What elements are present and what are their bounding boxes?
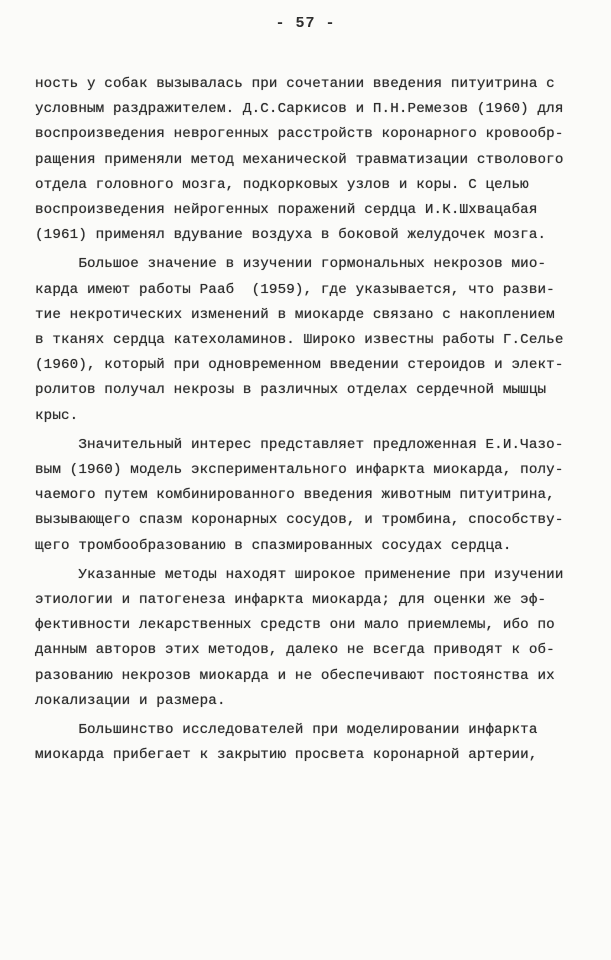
text-line: карда имеют работы Рааб (1959), где указывается, что разви- — [35, 281, 555, 298]
text-line: (1961) применял вдувание воздуха в боковой желудочек мозга. — [35, 227, 547, 244]
text-line: локализации и размера. — [35, 692, 226, 709]
text-line: фективности лекарственных средств они мало приемлемы, ибо по — [35, 617, 555, 634]
text-line: чаемого путем комбинированного введения животным питуитрина, — [35, 487, 555, 504]
text-line: в тканях сердца катехоламинов. Широко известны работы Г.Селье — [35, 332, 564, 349]
text-line: Большое значение в изучении гормональных некрозов мио- — [35, 256, 547, 273]
text-line: Большинство исследователей при моделировании инфаркта — [35, 722, 538, 739]
page-number: - 57 - — [275, 15, 336, 32]
text-line: разованию некрозов миокарда и не обеспечивают постоянства их — [35, 667, 555, 684]
text-line: (1960), который при одновременном введении стероидов и элект- — [35, 357, 564, 374]
text-line: данным авторов этих методов, далеко не всегда приводят к об- — [35, 642, 555, 659]
text-line: воспроизведения неврогенных расстройств коронарного кровообр- — [35, 126, 564, 143]
text-line: Значительный интерес представляет предложенная Е.И.Чазо- — [35, 436, 564, 453]
text-line: воспроизведения нейрогенных поражений сердца И.К.Шхвацабая — [35, 202, 538, 219]
text-line: отдела головного мозга, подкорковых узлов и коры. С целью — [35, 176, 529, 193]
text-line: вызывающего спазм коронарных сосудов, и тромбина, способству- — [35, 512, 564, 529]
text-line: ролитов получал некрозы в различных отделах сердечной мышцы — [35, 382, 547, 399]
paragraph-2 — [35, 252, 575, 428]
text-line: Указанные методы находят широкое применение при изучении — [35, 566, 564, 583]
text-line: крыс. — [35, 407, 79, 424]
text-line: этиологии и патогенеза инфаркта миокарда; для оценки же эф- — [35, 592, 547, 609]
body-text — [35, 72, 575, 768]
text-line: условным раздражителем. Д.С.Саркисов и П.Н.Ремезов (1960) для — [35, 101, 564, 118]
text-line: щего тромбообразованию в спазмированных сосудах сердца. — [35, 537, 512, 554]
text-line: миокарда прибегает к закрытию просвета коронарной артерии, — [35, 747, 538, 764]
paragraph-5 — [35, 718, 575, 768]
paragraph-3 — [35, 433, 575, 559]
text-line: ращения применяли метод механической травматизации стволового — [35, 151, 564, 168]
paragraph-1 — [35, 72, 575, 248]
text-line: вым (1960) модель экспериментального инфаркта миокарда, полу- — [35, 462, 564, 479]
paragraph-4 — [35, 563, 575, 714]
text-line: ность у собак вызывалась при сочетании введения питуитрина с — [35, 76, 555, 92]
text-line: тие некротических изменений в миокарде связано с накоплением — [35, 306, 555, 323]
